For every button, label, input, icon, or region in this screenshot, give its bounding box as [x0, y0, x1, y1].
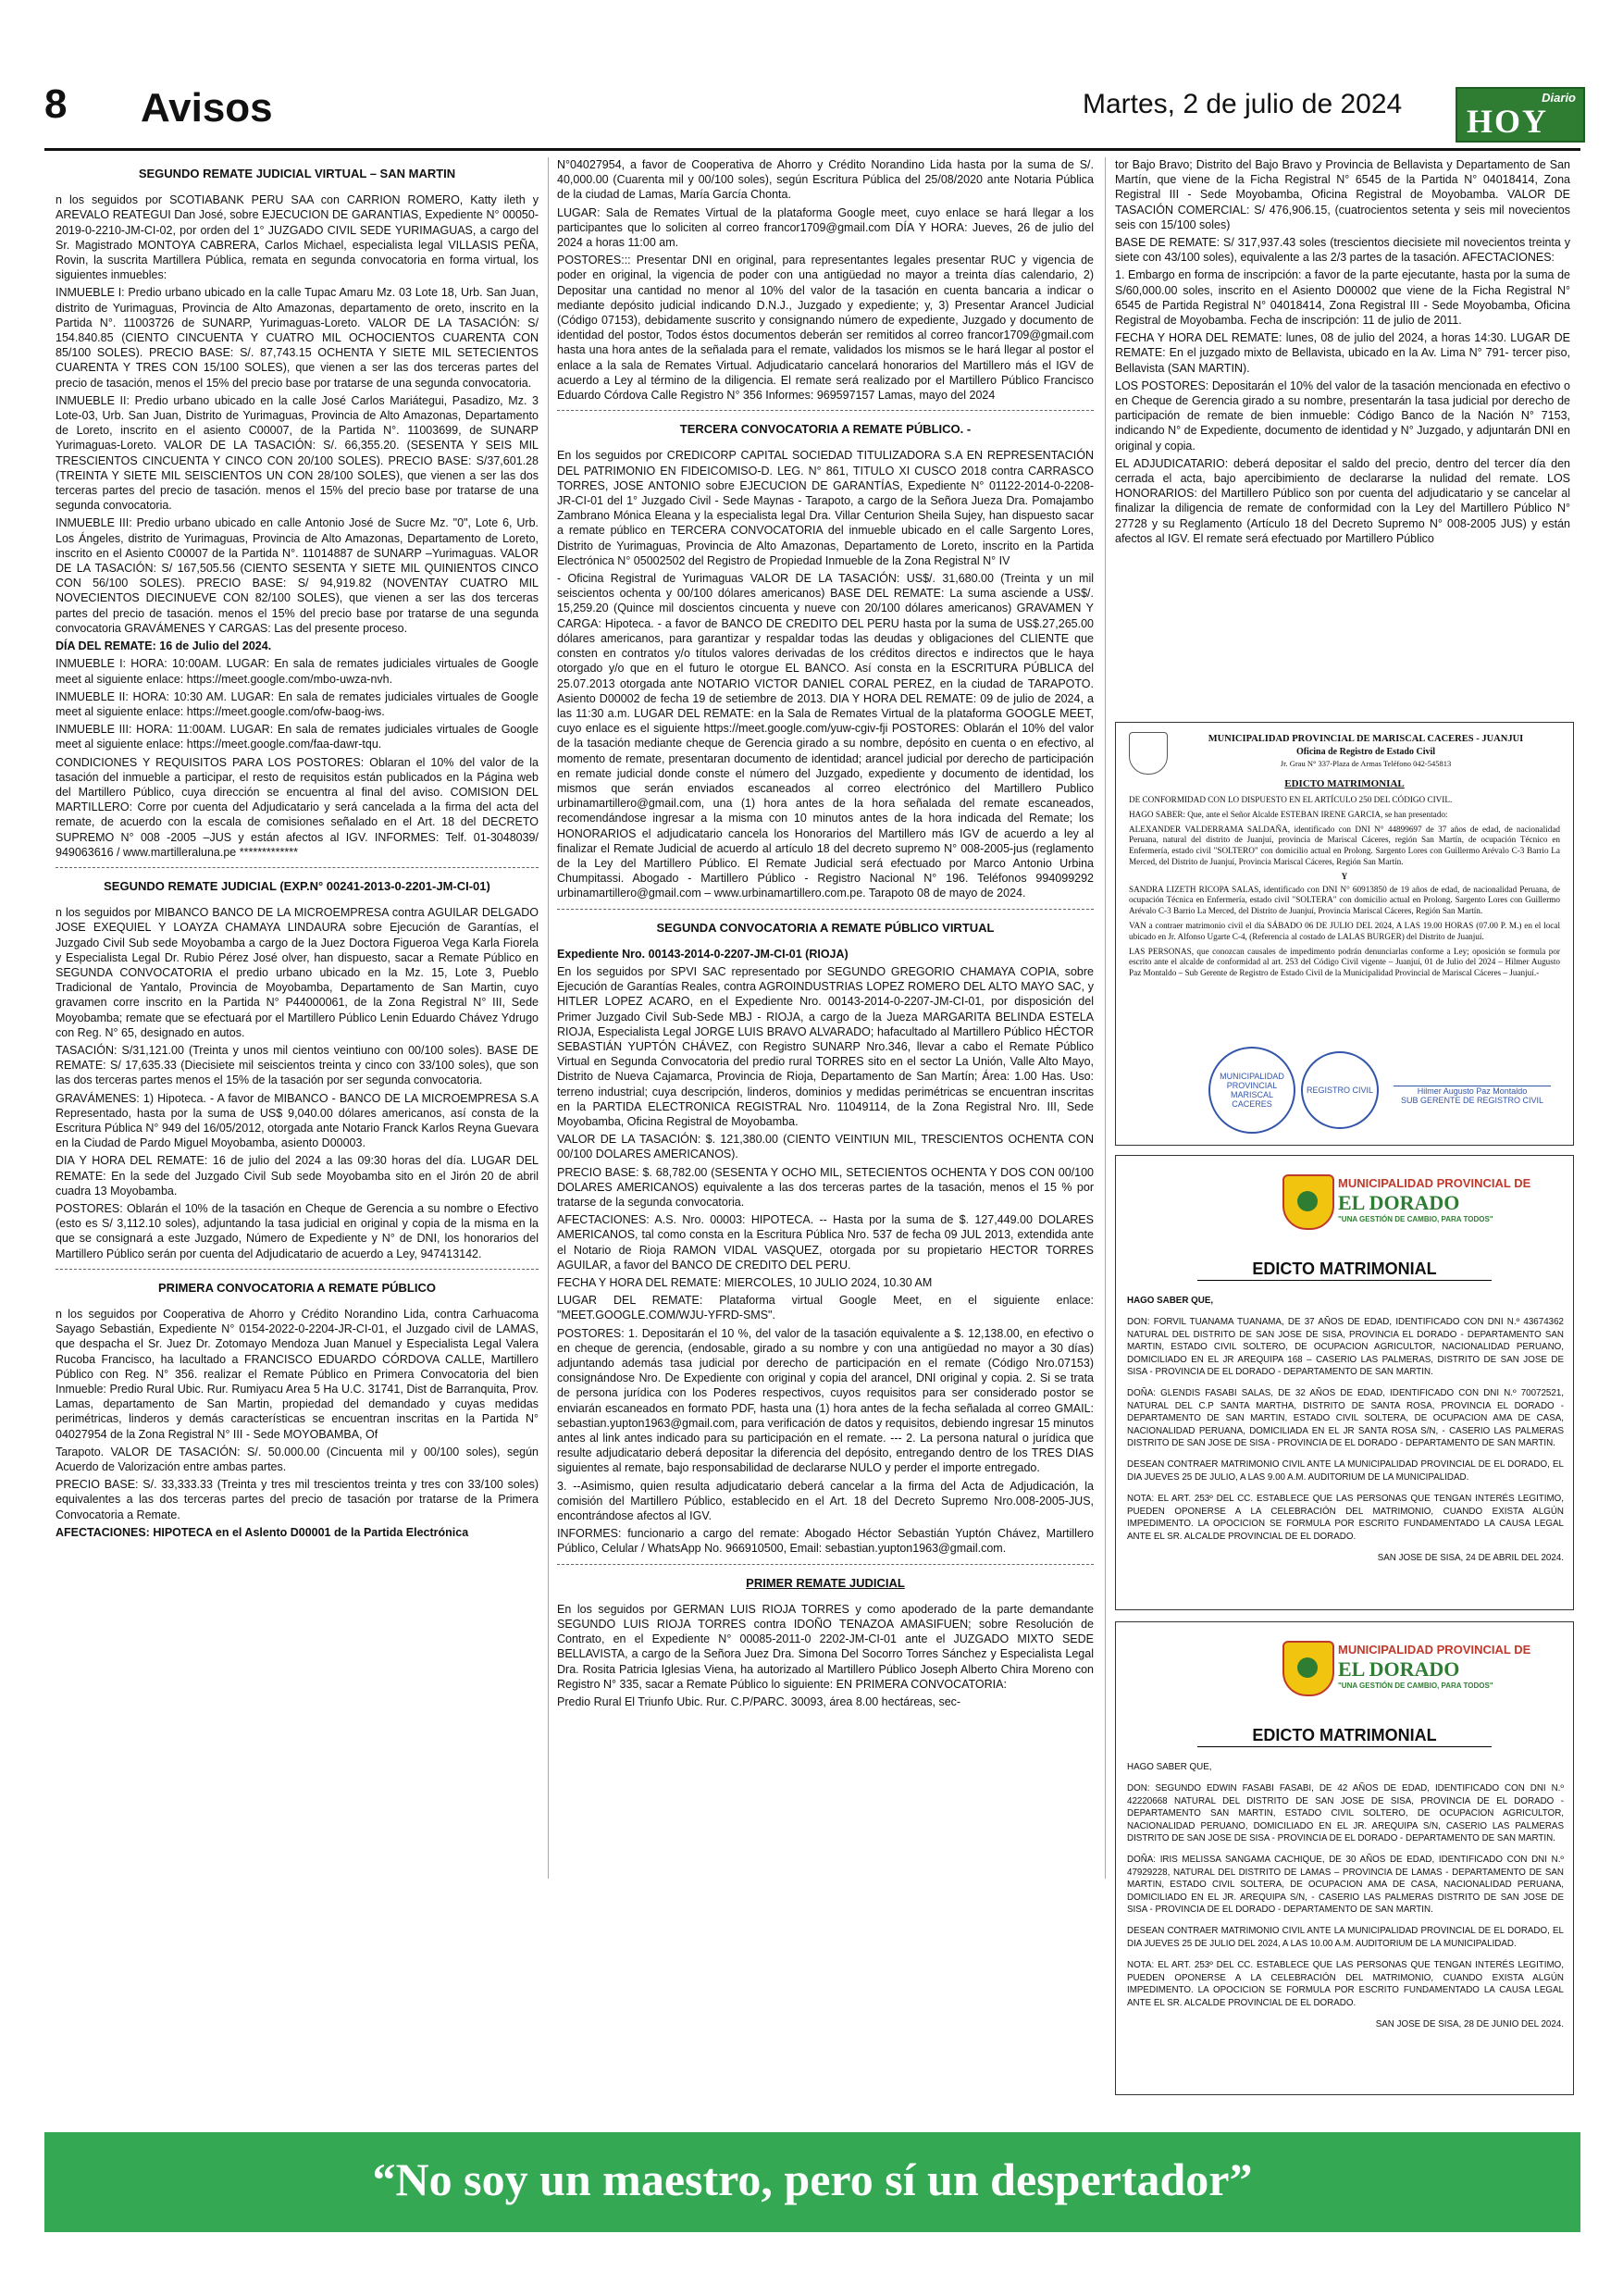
edict-paragraph: HAGO SABER: Que, ante el Señor Alcalde ESTEBAN IRENE GARCIA, se han presentado: [1129, 809, 1448, 819]
municipality-office: Oficina de Registro de Estado Civil [1295, 747, 1436, 757]
el-dorado-logo [1282, 1174, 1560, 1226]
signature-name: Hilmer Augusto Paz Montaldo [1417, 1086, 1528, 1096]
edict-paragraph: DON: FORVIL TUANAMA TUANAMA, DE 37 AÑOS DE EDAD, IDENTIFICADO CON DNI N.º 43674362 NATURAL DEL DISTRITO DE SAN JOSE DE SISA, PROVINCIA EL DORADO - DEPARTAMENTO SAN MARTIN, ESTADO CIVIL SOLTERO, DE OCUPACION AGRICULTOR, NACIONALIDAD PERUANO, DOMICILIADO EN EL JR AREQUIPA 168 – CASERIO LAS PALMERAS, DISTRITO DE SAN JOSE DE SISA - PROVINCIA DE EL DORADO - DEPARTAMENTO DE SAN MARTIN. [1127, 1317, 1564, 1378]
notice-paragraph: 1. Embargo en forma de inscripción: a favor de la parte ejecutante, hasta por la suma de S/60,000.00 soles, inscrito en el Asiento D00002 que viene de la Ficha Registral N° 6545 de Partida Registral N° 04018414, Zona Registral III - Sede Moyobamba, Oficina Registral de Moyobamba. Fecha de inscripción: 11 de julio de 2011. [1115, 268, 1570, 328]
notice-paragraph: DIA Y HORA DEL REMATE: 16 de julio del 2024 a las 09:30 horas del día. LUGAR DEL REMATE: En la sede del Juzgado Civil Sub sede Moyobamba sito en el Jirón 20 de abril cuadra 13 Moyobamba. [56, 1154, 539, 1198]
header-rule [44, 148, 1580, 151]
notice-paragraph: LUGAR: Sala de Remates Virtual de la plataforma Google meet, cuyo enlace se hará llegar a los participantes que lo soliciten al correo francor1709@gmail.com DÍA Y HORA: Jueves, 26 de julio del 2024 a horas 11:00 am. [557, 205, 1094, 250]
marriage-edict-el-dorado-2 [1115, 1621, 1574, 2095]
edict-paragraph: ALEXANDER VALDERRAMA SALDAÑA, identificado con DNI N° 44899697 de 37 años de edad, de nacionalidad Peruana, natural del distrito de Juanjuí, provincia de Mariscal Cáceres, región San Martín, de ocupación Técnico en Enfermería, estado civil "SOLTERO" con domicilio actual en Prolong. Sargento Lores con Guillermo Arévalo C-3 Barrio La Merced, del Distrito de Juanjuí, Provincia Mariscal Cáceres, Región San Martín. [1129, 824, 1560, 866]
footer-banner [44, 2132, 1580, 2232]
el-dorado-crest-icon [1282, 1641, 1334, 1696]
notice-title: PRIMER REMATE JUDICIAL [746, 1575, 905, 1590]
notice-title: TERCERA CONVOCATORIA A REMATE PÚBLICO. - [679, 422, 972, 437]
edict-paragraph: SANDRA LIZETH RICOPA SALAS, identificado con DNI N° 60913850 de 19 años de edad, de nacionalidad Peruana, de ocupación Técnica en Enfermería, estado civil "SOLTERA" con domicilio actual en Prolong. Sargento Lores con Guillermo Arévalo C-3 Barrio La Merced, del Distrito de Juanjuí, Provincia Mariscal Cáceres, Región San Martín. [1129, 884, 1560, 916]
notice-separator [56, 867, 539, 868]
page-header [0, 0, 1623, 139]
newspaper-logo [1456, 87, 1585, 143]
notice-paragraph: En los seguidos por CREDICORP CAPITAL SOCIEDAD TITULIZADORA S.A EN REPRESENTACIÓN DEL PATRIMONIO EN FIDEICOMISO-D. LEG. N° 861, TITULO XI CUSCO 2018 contra CARRASCO TORRES, JOSE ANTONIO sobre EJECUCION DE GARANTÍAS, Expediente N° 01122-2014-0-2208-JR-CI-01 del 1° Juzgado Civil - Sede Maynas - Tarapoto, a cargo de la Señora Jueza Dra. Pomajambo Zambrano Mónica Eleana y la especialista legal Dra. Villar Centurion Sheila Sujey, han dispuesto sacar a remate público en TERCERA CONVOCATORIA del inmueble ubicado en el calle Sargento Lores, Distrito de Yurimaguas, Provincia de Alto Amazonas, Departamento de Loreto, inscrito en la Partida Electrónica N° 05002502 del Registro de Propiedad Inmueble de la Zona Registral N° IV [557, 449, 1094, 567]
edict-body [1127, 1761, 1564, 2040]
notice-paragraph: DÍA DEL REMATE: 16 de Julio del 2024. [56, 639, 272, 653]
notice-paragraph: n los seguidos por SCOTIABANK PERU SAA con CARRION ROMERO, Katty ileth y AREVALO REATEGUI Dan José, sobre EJECUCION DE GARANTIAS, Expediente N° 00050-2019-0-2210-JM-CI-02, por orden del 1° JUZGADO CIVIL SEDE YURIMAGUAS, a cargo del Sr. Magistrado MONTOYA CABRERA, Carlos Michael, especialista legal VILLASIS PEÑA, Rovin, la suscrita Martillera Pública, remata en segunda convocatoria en forma virtual, los siguientes inmuebles: [56, 193, 539, 282]
edict-paragraph: NOTA: EL ART. 253º DEL CC. ESTABLECE QUE LAS PERSONAS QUE TENGAN INTERÉS LEGITIMO, PUEDEN OPONERSE A LA CELEBRACIÓN DEL MATRIMONIO, CUANDO EXISTA ALGÚN IMPEDIMENTO. LA OPOCICION SE FORMULA POR ESCRITO FUNDAMENTADO LA CAUSA LEGAL ANTE EL SR. ALCALDE PROVINCIAL DE EL DORADO. [1127, 1960, 1564, 2008]
notice-paragraph: POSTORES: Oblarán el 10% de la tasación en Cheque de Gerencia a su nombre o Efectivo (esto es S/ 3,112.10 soles), adjuntando la tasa judicial en original y copia de la misma en la que se consignará a este Juzgado, Número de Expediente y N° de DNI, los honorarios del Martillero Público serán por cuenta del Adjudicatario de acuerdo a Ley, 947413142. [56, 1202, 539, 1260]
notice-separator [557, 1564, 1094, 1565]
logo-municipality: MUNICIPALIDAD PROVINCIAL DE [1338, 1643, 1531, 1657]
edict-paragraph: HAGO SABER QUE, [1127, 1762, 1212, 1772]
notice-paragraph: PRECIO BASE: $. 68,782.00 (SESENTA Y OCHO MIL, SETECIENTOS OCHENTA Y DOS CON 00/100 DOLARES AMERICANOS) equivalente a las dos terceras partes de la tasación, menos el 15 % por tratarse de la segunda convocatoria. [557, 1165, 1094, 1209]
notice-paragraph: INMUEBLE I: Predio urbano ubicado en la calle Tupac Amaru Mz. 03 Lote 18, Urb. San Juan, distrito de Yurimaguas, Provincia de Alto Amazonas, departamento de oreto, inscrito en la Partida N°. 11003726 de SUNARP, Yurimaguas-Loreto. VALOR DE LA TASACIÓN: S/ 154.840.85 (CIENTO CINCUENTA Y CUATRO MIL OCHOCIENTOS CUARENTA CON 85/100 SOLES). PRECIO BASE: S/. 87,743.15 OCHENTA Y SIETE MIL SETECIENTOS CUARENTA Y TRES CON 15/100 SOLES), que vienen a ser las dos terceras partes del precio de tasación, menos el 15% del precio base por tratarse de una segunda convocatoria. [56, 286, 539, 390]
notice-separator [557, 410, 1094, 411]
edict-paragraph: DESEAN CONTRAER MATRIMONIO CIVIL ANTE LA MUNICIPALIDAD PROVINCIAL DE EL DORADO, EL DIA JUEVES 25 DE JULIO DEL 2024, A LAS 10.00 A.M. AUDITORIUM DE LA MUNICIPALIDAD. [1127, 1926, 1564, 1949]
notice-title: SEGUNDA CONVOCATORIA A REMATE PÚBLICO VIRTUAL [656, 920, 995, 935]
footer-quote: “No soy un maestro, pero sí un despertador” [372, 2153, 1253, 2205]
notice-title: SEGUNDO REMATE JUDICIAL VIRTUAL – SAN MARTIN [138, 167, 456, 180]
notice-paragraph: En los seguidos por GERMAN LUIS RIOJA TORRES y como apoderado de la parte demandante SEGUNDO LUIS RIOJA TORRES contra IDOÑO TENAZOA AMASIFUEN; sobre Resolución de Contrato, en el Expediente N° 00085-2011-0 2202-JM-CI-01 ante el JUZGADO MIXTO SEDE BELLAVISTA, a cargo de la Señora Juez Dra. Simona Del Socorro Torres Sánchez y Especialista Legal Dra. Rosita Patricia Iglesias Viena, ha autorizado al Martillero Público Joseph Alberto Chira Moreno con Registro N° 335, sacar a Remate Público lo siguiente: EN PRIMERA CONVOCATORIA: [557, 1602, 1094, 1691]
notice-paragraph: INMUEBLE II: HORA: 10:30 AM. LUGAR: En sala de remates judiciales virtuales de Google meet al siguiente enlace: https://meet.google.com/ofw-baog-iws. [56, 689, 539, 718]
logo-slogan: "UNA GESTIÓN DE CAMBIO, PARA TODOS" [1338, 1215, 1493, 1223]
edict-paragraph: DOÑA: GLENDIS FASABI SALAS, DE 32 AÑOS DE EDAD, IDENTIFICADO CON DNI N.º 70072521, NATURAL DEL C.P SANTA MARTHA, DISTRITO DE SANTA ROSA, PROVINCIA EL DORADO - DEPARTAMENTO DE SAN MARTIN, ESTADO CIVIL SOLTERA, DE OCUPACION AMA DE CASA, NACIONALIDAD PERUANA, DOMICILIADA EN EL JR SANTA ROSA S/N, - CASERIO LAS PALMERAS DISTRITO DE SAN JOSE DE SISA - PROVINCIA DE EL DORADO - DEPARTAMENTO DE SAN MARTIN. [1127, 1388, 1564, 1449]
edict-paragraph: DON: SEGUNDO EDWIN FASABI FASABI, DE 42 AÑOS DE EDAD, IDENTIFICADO CON DNI N.º 42220668 NATURAL DEL DISTRITO DE SAN JOSE DE SISA, PROVINCIA DE EL DORADO - DEPARTAMENTO SAN MARTIN, ESTADO CIVIL SOLTERO, DE OCUPACION AGRICULTOR, NACIONALIDAD PERUANO, DOMICILIADO EN EL JR. AREQUIPA S/N, CASERIO LAS PALMERAS DISTRITO DE SAN JOSE DE SISA - PROVINCIA DE EL DORADO - DEPARTAMENTO DE SAN MARTIN. [1127, 1783, 1564, 1844]
marriage-edict-juanjui [1115, 722, 1574, 1146]
notice-separator [56, 1269, 539, 1270]
notice-paragraph: En los seguidos por SPVI SAC representado por SEGUNDO GREGORIO CHAMAYA COPIA, sobre Ejecución de Garantías Reales, contra AGROINDUSTRIAS LOPEZ ROMERO DEL ALTO MAYO SAC, y HITLER LOPEZ ACARO, en el Expediente Nro. 00143-2014-0-2207-JM-CI-01, por disposición del Primer Juzgado Civil Sub-Sede MBJ - RIOJA, a cargo de la Jueza MARGARITA BELINDA ESTELA RIOJA, Especialista Legal JORGE LUIS BRAVO ALVARADO; hafacultado al Martillero Público HÉCTOR SEBASTIÁN YUPTÓN CHÁVEZ, con Registro SUNARP Nro.346, llevar a cabo el Remate Público Virtual en Segunda Convocatoria del predio rural TORRES sito en el sector La Unión, Valle Alto Mayo, Distrito de Nueva Cajamarca, Provincia de Rioja, Departamento de San Martín; Área: 1.00 Has. Uso: terreno industrial; cuya descripción, linderos, dominios y medidas perimétricas se encuentran inscritas en la PARTIDA ELECTRONICA REGISTRAL Nro. 11049114, de la Zona Registral Nro. III, Sede Moyobamba, Oficina Registral de Moyobamba. [557, 964, 1094, 1128]
signature-role: SUB GERENTE DE REGISTRO CIVIL [1400, 1096, 1544, 1105]
issue-date: Martes, 2 de julio de 2024 [1083, 89, 1403, 119]
notice-paragraph: LUGAR DEL REMATE: Plataforma virtual Google Meet, en el siguiente enlace: "MEET.GOOGLE.COM/WJU-YFRD-SMS". [557, 1294, 1094, 1322]
notice-paragraph: INMUEBLE I: HORA: 10:00AM. LUGAR: En sala de remates judiciales virtuales de Google meet al siguiente enlace: https://meet.google.com/mbo-uwza-nvh. [56, 657, 539, 686]
notice-separator [557, 909, 1094, 910]
edict-body [1127, 1295, 1564, 1573]
edict-paragraph: DOÑA: IRIS MELISSA SANGAMA CACHIQUE, DE 30 AÑOS DE EDAD, IDENTIFICADO CON DNI N.º 47929228, NATURAL DEL DISTRITO DE LAMAS – PROVINCIA DE LAMAS - DEPARTAMENTO DE SAN MARTIN, ESTADO CIVIL SOLTERA, DE OCUPACION AMA DE CASA, NACIONALIDAD PERUANA, DOMICILIADO EN EL JR. AREQUIPA S/N, - CASERIO LAS PALMERAS DISTRITO DE SAN JOSE DE SISA - PROVINCIA DE EL DORADO - DEPARTAMENTO DE SAN MARTIN. [1127, 1855, 1564, 1916]
logo-slogan: "UNA GESTIÓN DE CAMBIO, PARA TODOS" [1338, 1682, 1493, 1690]
notice-paragraph: FECHA Y HORA DEL REMATE: MIERCOLES, 10 JULIO 2024, 10.30 AM [557, 1276, 933, 1290]
notice-paragraph: Tarapoto. VALOR DE TASACIÓN: S/. 50.000.00 (Cincuenta mil y 00/100 soles), según Acuerdo de Valorización entre ambas partes. [56, 1445, 539, 1474]
notice-paragraph: n los seguidos por MIBANCO BANCO DE LA MICROEMPRESA contra AGUILAR DELGADO JOSE EXEQUIEL Y LOAYZA CHAMAYA LINDAURA sobre Ejecución de Garantías, el Juzgado Civil Sub sede Moyobamba a cargo de la Juez Doctora Figueroa Vega Karla Fiorela y Especialista Legal Dr. Rubio Pérez José olver, han dispuesto, sacar a Remate Público en SEGUNDA CONVOCATORIA el predio urbano ubicado en la Mz. 15, Lote 3, Pueblo Tradicional de Yantalo, Provincia de Moyobamba, Departamento de San Martin, cuyo gravamen corre inscrito en la Partida N° P44000061, de la Zona Registral N° III, Sede Moyobamba; remate que se efectuará por el Martillero Público Lenin Eduardo Chávez Ydrugo con Reg. N° 65, designado en autos. [56, 906, 539, 1039]
notice-paragraph: BASE DE REMATE: S/ 317,937.43 soles (trescientos diecisiete mil novecientos treinta y siete con 43/100 soles), equivalente a las 2/3 partes de la tasación. AFECTACIONES: [1115, 236, 1570, 265]
notice-title: PRIMERA CONVOCATORIA A REMATE PÚBLICO [158, 1280, 436, 1295]
municipal-crest-icon [1129, 732, 1168, 775]
title-underline [1197, 1280, 1492, 1281]
edict-signature: SAN JOSE DE SISA, 24 DE ABRIL DEL 2024. [1377, 1552, 1564, 1563]
edict-body [1129, 795, 1560, 983]
el-dorado-logo [1282, 1641, 1560, 1693]
notice-paragraph: INFORMES: funcionario a cargo del remate: Abogado Héctor Sebastián Yuptón Chávez, Martillero Público, Celular / WhatsApp No. 966910500, Email: sebastian.yupton1963@gmail.com. [557, 1527, 1094, 1556]
municipal-stamp [1208, 1047, 1295, 1134]
notice-paragraph: FECHA Y HORA DEL REMATE: lunes, 08 de julio del 2024, a horas 14:30. LUGAR DE REMATE: En el juzgado mixto de Bellavista, ubicado en la Av. Lima N° 791- tercer piso, Bellavista (SAN MARTIN). [1115, 331, 1570, 375]
notice-title: SEGUNDO REMATE JUDICIAL (EXP.N° 00241-2013-0-2201-JM-CI-01) [104, 878, 490, 893]
notice-paragraph: n los seguidos por Cooperativa de Ahorro y Crédito Norandino Lida, contra Carhuacoma Sayago Sebastián, Expediente N° 0154-2022-0-2204-JR-CI-01, el Juzgado civil de LAMAS, que despacha el Sr. Juez Dr. Zotomayo Mendoza Juan Manuel y Especialista Legal Valera Rucoba Francisco, ha lacultado a FRANCISCO EDUARDO CÓRDOVA CALLE, Martillero Público con Reg. N° 356. realizar el Remate Público en Primera Convocatoria del bien Inmueble: Predio Rural Ubic. Rur. Rumiyacu Area 5 Ha U.C. 31741, Dist de Barranquita, Prov. Lamas, departamento de San Martin, propiedad del demandado y cuyas medidas perimétricas, linderos y demás características se encuentran inscritas en la Partida N° 04027954 de la Zona Registral N° III - Sede MOYOBAMBA, Of [56, 1308, 539, 1441]
municipality-address: Jr. Grau N° 337-Plaza de Armas Teléfono 042-545813 [1280, 759, 1452, 768]
column-divider [548, 157, 549, 1879]
edict-paragraph: DE CONFORMIDAD CON LO DISPUESTO EN EL ARTÍCULO 250 DEL CÓDIGO CIVIL. [1129, 795, 1453, 804]
notice-paragraph: AFECTACIONES: HIPOTECA en el Aslento D00001 de la Partida Electrónica [56, 1525, 469, 1539]
el-dorado-crest-icon [1282, 1174, 1334, 1230]
notice-paragraph: GRAVÁMENES: 1) Hipoteca. - A favor de MIBANCO - BANCO DE LA MICROEMPRESA S.A Representado, hasta por la suma de US$ 9,040.00 dólares americanos, así consta de la Escritura Pública N° 949 del 16/05/2012, otorgada ante Notario Franck Karlos Reyna Guevara en la Ciudad de Pardo Miguel Moyobamba, asiento D00003. [56, 1091, 539, 1150]
stamp-text: REGISTRO CIVIL [1306, 1086, 1373, 1095]
edict-signature: SAN JOSE DE SISA, 28 DE JUNIO DEL 2024. [1375, 2018, 1564, 2029]
notice-paragraph: - Oficina Registral de Yurimaguas VALOR DE LA TASACIÓN: US$/. 31,680.00 (Treinta y un mil seiscientos ochenta y 00/100 dólares americanos) BASE DEL REMATE: La suma asciende a US$/. 15,259.20 (Quince mil doscientos cincuenta y nueve con 20/100 dólares americanos) GRAVAMEN Y CARGA: Hipoteca. - a favor de BANCO DE CREDITO DEL PERU hasta por la suma de US$.27,265.00 dólares americanos, para garantizar y respaldar todas las deudas y obligaciones del CLIENTE que consten en contratos y/o títulos valores derivadas de los créditos directos e indirectos que le haya otorgado y/o que en el futuro le otorgue EL BANCO. Así consta en la ESCRITURA PÚBLICA del 25.07.2013 otorgada ante NOTARIO VICTOR DANIEL CORAL PEREZ, en la ciudad de TARAPOTO. Asiento D00002 de fecha 19 de setiembre de 2013. DIA Y HORA DEL REMATE: 09 de julio de 2024, a las 11:30 a.m. LUGAR DEL REMATE: en la Sala de Remates Virtual de la plataforma GOOGLE MEET, cuyo enlace es el siguiente https://meet.google.com/yuw-cgiv-fji POSTORES: Oblarán el 10% del valor de la tasación mediante cheque de Gerencia girado a su nombre, depósito en cuenta o en efectivo, al momento de remate, presentaran documento de identidad; arancel judicial por derecho de participación en remate judicial donde conste el número del Juzgado, expediente y documento de identidad, los mismos que serán enviados escaneados al correo electrónico del Martillero Publico urbinamartillero@gmail.com, una (1) hora antes de la hora señalada del remate escaneados, recomendándose ingresar a la misma con 10 minutos antes de la hora indicada del Remate; los HONORARIOS el adjudicatario cancela los Honorarios del Martillero más IGV de acuerdo a ley al finalizar el Remate Judicial de acuerdo al artículo 18 del decreto supremo N° 008-2005-jus (reglamento de la Ley del Martillero Público. El Remate Judicial será efectuado por Marco Antonio Urbina Chumpitassi. Abogado - Martillero Público - Registro Nacional N° 196. Teléfonos 994099292 urbinamartillero@gmail.com – www.urbinamartillero.com.pe. Tarapoto 08 de mayo de 2024. [557, 572, 1094, 900]
notice-paragraph: LOS POSTORES: Depositarán el 10% del valor de la tasación mencionada en efectivo o en Cheque de Gerencia girado a su nombre, presentarán la tasa judicial por derecho de participación de remate de bien inmueble: Código Banco de la Nación N° 7153, indicando N° de Expediente, documento de identidad y N° Juzgado, y adjuntarán DNI en original y copia. [1115, 379, 1570, 453]
notice-paragraph: INMUEBLE III: HORA: 11:00AM. LUGAR: En sala de remates judiciales virtuales de Google meet al siguiente enlace: https://meet.google.com/faa-dawr-tqu. [56, 723, 539, 751]
notice-paragraph: 3. --Asimismo, quien resulta adjudicatario deberá cancelar a la firma del Acta de Adjudicación, la comisión del Martillero Público, establecido en el Art. 18 del Decreto Supremo Nro.008-2005-JUS, encontrándose afectos al IGV. [557, 1479, 1094, 1523]
logo-top-text: Diario [1542, 91, 1576, 105]
notice-paragraph: VALOR DE LA TASACIÓN: $. 121,380.00 (CIENTO VEINTIUN MIL, TRESCIENTOS OCHENTA CON 00/100 DOLARES AMERICANOS). [557, 1133, 1094, 1161]
notice-paragraph: INMUEBLE II: Predio urbano ubicado en la calle José Carlos Mariátegui, Pasadizo, Mz. 3 Lote-03, Urb. San Juan, Distrito de Yurimaguas, Provincia de Alto Amazonas, Departamento de Loreto, inscrito en el asiento C00007, de la Partida N°. 11003699, de SUNARP Yurimaguas-Loreto. VALOR DE LA TASACIÓN: S/. 66,355.20. (SESENTA Y SEIS MIL TRESCIENTOS CINCUENTA Y CINCO CON 20/100 SOLES). PRECIO BASE: S/37,601.28 (TREINTA Y SIETE MIL SEISCIENTOS UN CON 28/100 SOLES), que vienen a ser las dos terceras partes del precio de tasación. menos el 15% del precio base por tratarse de una segunda convocatoria. [56, 393, 539, 513]
edict-title: EDICTO MATRIMONIAL [1284, 778, 1405, 789]
notice-paragraph: CONDICIONES Y REQUISITOS PARA LOS POSTORES: Oblaran el 10% del valor de la tasación del inmueble a participar, el resto de requisitos están publicados en la Página web del Martillero Público, cuya dirección se encuentra al final del aviso. COMISION DEL MARTILLERO: Corre por cuenta del Adjudicatario y será cancelada a la firma del acta del remate, de acuerdo con la escala de comisiones señalado en el Art. 18 del DECRETO SUPREMO N° 008 -2005 –JUS y están afectos al IGV. INFORMES: Telf. 01-3048039/ 949063616 / www.martilleraluna.pe ************* [56, 755, 539, 859]
edict-title: EDICTO MATRIMONIAL [1252, 1260, 1437, 1278]
notice-paragraph: AFECTACIONES: A.S. Nro. 00003: HIPOTECA. -- Hasta por la suma de $. 127,449.00 DOLARES AMERICANOS, tal como consta en la Escritura Pública Nro. 537 de fecha 09 JUL 2013, extendida ante el Notario de Rioja RAMON VIDAL VASQUEZ, otorgada por su propietario HECTOR TORRES AGUILAR, a favor del BANCO DE CREDITO DEL PERU. [557, 1213, 1094, 1272]
edict-paragraph: Y [1341, 871, 1348, 881]
notice-paragraph: INMUEBLE III: Predio urbano ubicado en calle Antonio José de Sucre Mz. "0", Lote 6, Urb. Los Ángeles, distrito de Yurimaguas, Provincia de Alto Amazonas, Departamento de Loreto, inscrito en el Asiento C00007 de la Partida N°. 11014887 de SUNARP –Yurimaguas. VALOR DE LA TASACIÓN: S/ 167,505.56 (CIENTO SESENTA Y SIETE MIL QUINIENTOS CINCO CON 56/100 SOLES). PRECIO BASE: S/ 94,919.82 (NOVENTAY CUATRO MIL NOVECIENTOS DIECINUEVE CON 82/100 SOLES), que vienen a ser las dos terceras partes del precio de tasación. menos el 15% del precio base por tratarse de una segunda convocatoria GRAVÁMENES Y CARGAS: Las del presente proceso. [56, 516, 539, 635]
title-underline [1197, 1746, 1492, 1747]
notice-paragraph: Expediente Nro. 00143-2014-0-2207-JM-CI-01 (RIOJA) [557, 947, 849, 961]
notice-paragraph: PRECIO BASE: S/. 33,333.33 (Treinta y tres mil trescientos treinta y tres con 33/100 soles) equivalentes a las dos terceras partes del precio de tasación por tratarse de la Primera Convocatoria a Remate. [56, 1478, 539, 1521]
signature-block [1394, 1086, 1551, 1105]
page-number: 8 [44, 81, 68, 127]
edict-paragraph: NOTA: EL ART. 253º DEL CC. ESTABLECE QUE LAS PERSONAS QUE TENGAN INTERÉS LEGITIMO, PUEDEN OPONERSE A LA CELEBRACIÓN DEL MATRIMONIO, CUANDO EXISTA ALGÚN IMPEDIMENTO. LA OPOCICION SE FORMULA POR ESCRITO FUNDAMENTADO LA CAUSA LEGAL ANTE EL SR. ALCALDE PROVINCIAL DE EL DORADO. [1127, 1494, 1564, 1542]
notice-paragraph: N°04027954, a favor de Cooperativa de Ahorro y Crédito Norandino Lida hasta por la suma de S/. 40,000.00 (Cuarenta mil y 00/100 soles), según Escritura Pública del 25/08/2020 ante Notaria Pública de la ciudad de Lamas, María García Chonta. [557, 158, 1094, 202]
notice-paragraph: POSTORES::: Presentar DNI en original, para representantes legales presentar RUC y vigencia de poder en original, la vigencia de poder con una antigüedad no mayor a treinta días calendario, 2) Depositar una cantidad no menor al 10% del valor de la tasación en cuenta bancaria a indicar o mediante depósito judicial indicando D.N.J., Juzgado y expediente; y, 3) Presentar Arancel Judicial (Código 07153), debidamente suscrito y consignando número de expediente, Juzgado y documento de identidad del postor, Todos éstos documentos deberán ser remitidos al correo francor1709@gmail.com hasta una hora antes de la señalada para el remate, validados los mismos se le hará llegar al postor el enlace a la sala de Remates Virtual. Adjudicatario cancelará honorarios del Martillero más el IGV de acuerdo a Ley al término de la diligencia. El remate será realizado por el Martillero Público Francisco Eduardo Córdova Calle Registro N° 356 Informes: 969597157 Lamas, mayo del 2024 [557, 254, 1094, 403]
column-2 [557, 157, 1094, 1712]
logo-name: EL DORADO [1338, 1191, 1460, 1214]
logo-name: EL DORADO [1338, 1657, 1460, 1681]
column-3 [1115, 157, 1570, 549]
marriage-edict-el-dorado-1 [1115, 1155, 1574, 1610]
notice-paragraph: POSTORES: 1. Depositarán el 10 %, del valor de la tasación equivalente a $. 12,138.00, en efectivo o en cheque de gerencia, (endosable, girado a su nombre y con una antigüedad no mayor a 30 días) adjuntando además tasa judicial por derecho de participación en el remate (Código Nro.07153) consignándose Nro. De Expediente con original y copia del arancel, DNI original y copia. 2. Si se trata de persona jurídica con los Poderes respectivos, cuyos requisitos para ser considerado postor se enviarán escaneados en formato PDF, hasta una (1) hora antes de la fecha señalada al correo GMAIL: sebastian.yupton1963@gmail.com, para verificación de datos y requisitos, debiendo ingresar 15 minutos antes al link antes indicado para su participación en el remate. --- 2. La persona natural o jurídica que resulte adjudicatario deberá depositar la diferencia del depósito, entregando dentro de los TRES DIAS siguientes al remate, bajo responsabilidad de declararse NULO y perder el importe entregado. [557, 1326, 1094, 1475]
edict-paragraph: LAS PERSONAS, que conozcan causales de impedimento podrán denunciarlas conforme a Ley; oposición se formula por escrito ante el alcalde de conformidad al art. 253 del Código Civil vigente – Juanjuí, 01 de Julio del 2024 – Hilmer Augusto Paz Montaldo – Sub Gerente de Registro de Estado Civil de la Municipalidad Provincial de Mariscal Cáceres – Juanjuí.- [1129, 946, 1560, 978]
column-divider [1105, 157, 1106, 1879]
notice-paragraph: tor Bajo Bravo; Distrito del Bajo Bravo y Provincia de Bellavista y Departamento de San Martín, que viene de la Ficha Registral N° 6545 de la Partida N° 04018414, Zona Registral III - Sede Moyobamba, Oficina Registral de Moyobamba. VALOR DE TASACIÓN COMERCIAL: S/ 476,906.15, (cuatrocientos setenta y seis mil novecientos seis con 15/100 soles) [1115, 158, 1570, 231]
edict-paragraph: DESEAN CONTRAER MATRIMONIO CIVIL ANTE LA MUNICIPALIDAD PROVINCIAL DE EL DORADO, EL DIA JUEVES 25 DE JULIO, A LAS 9.00 A.M. AUDITORIUM DE LA MUNICIPALIDAD. [1127, 1459, 1564, 1483]
logo-main-text: HOY [1467, 103, 1549, 140]
logo-municipality: MUNICIPALIDAD PROVINCIAL DE [1338, 1176, 1531, 1190]
notice-paragraph: TASACIÓN: S/31,121.00 (Treinta y unos mil cientos veintiuno con 00/100 soles). BASE DE REMATE: S/ 17,635.33 (Diecisiete mil seiscientos treinta y cinco con 33/100 soles), que son las dos terceras partes menos el 15% de la tasación por ser segunda convocatoria. [56, 1043, 539, 1087]
section-title: Avisos [141, 85, 273, 130]
column-1 [56, 157, 539, 1543]
registry-stamp [1301, 1051, 1379, 1129]
stamp-text: MUNICIPALIDAD PROVINCIAL MARISCAL CACERES [1220, 1072, 1284, 1109]
edict-paragraph: HAGO SABER QUE, [1127, 1296, 1214, 1306]
edict-paragraph: VAN a contraer matrimonio civil el día SÁBADO 06 DE JULIO DEL 2024, A LAS 19.00 HORAS (07.00 P. M.) en el local ubicado en Jr. Alfonso Ugarte C-4, (Referencia al costado de LALAS BURGER) del Distrito de Juanjuí. [1129, 920, 1560, 941]
notice-paragraph: Predio Rural El Triunfo Ubic. Rur. C.P/PARC. 30093, área 8.00 hectáreas, sec- [557, 1695, 961, 1709]
municipality-name: MUNICIPALIDAD PROVINCIAL DE MARISCAL CACERES - JUANJUI [1208, 734, 1524, 744]
notice-paragraph: EL ADJUDICATARIO: deberá depositar el saldo del precio, dentro del tercer día den cerrada el acta, bajo apercibimiento de declararse la nulidad del remate. LOS HONORARIOS: del Martillero Público son por cuenta del adjudicatario y se cancelar al finalizar la diligencia de remate de conformidad con la Ley del Martillero Público N° 27728 y su Reglamento (Artículo 18 del Decreto Supremo N° 008-2005 JUS) y están afectos al IGV. El remate será efectuado por Martillero Público [1115, 456, 1570, 545]
edict-title: EDICTO MATRIMONIAL [1252, 1726, 1437, 1744]
